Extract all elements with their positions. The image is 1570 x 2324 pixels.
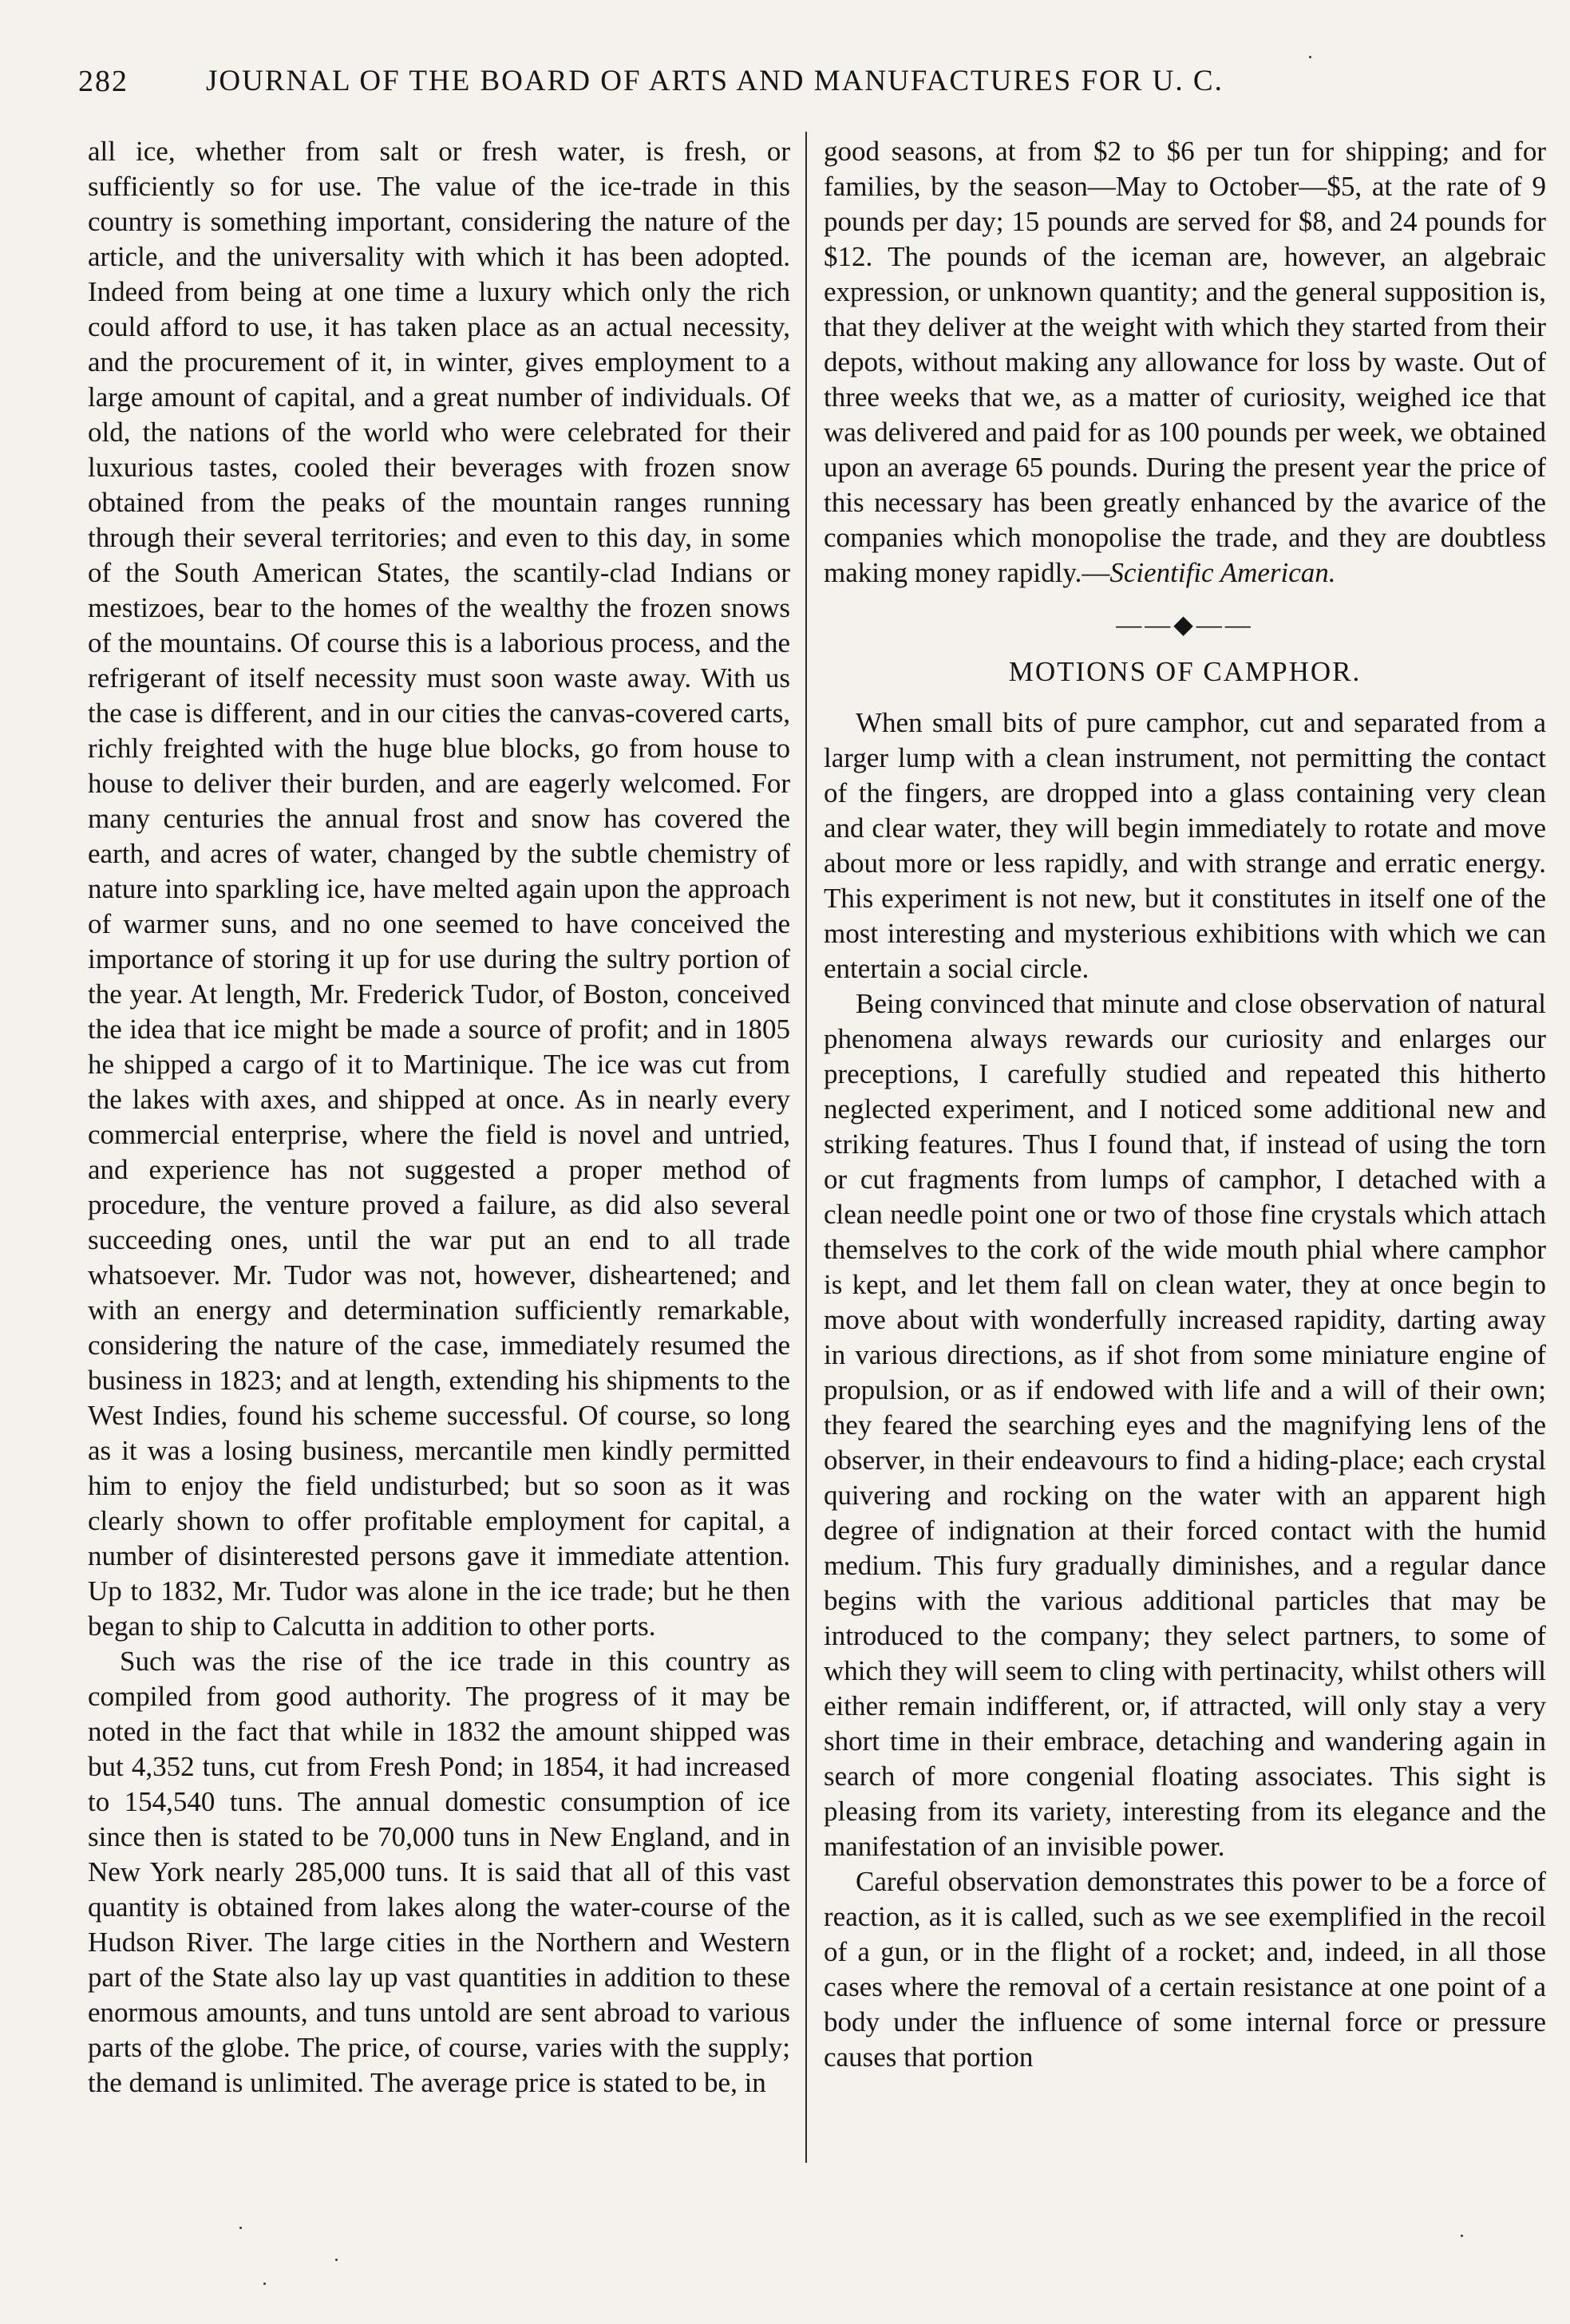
article-title: MOTIONS OF CAMPHOR.	[1008, 656, 1362, 687]
left-column	[88, 134, 790, 2161]
page-number: 282	[78, 65, 129, 98]
print-speck	[1461, 2235, 1463, 2237]
ice-price-text: good seasons, at from $2 to $6 per tun for shipping; and for families, by the season—May to October—$5, at the rate of 9 pounds per day; 15 pounds are served for $8, and 24 pounds for $12. The pounds of the iceman are, however, an algebraic expression, or unknown quantity; and the general supposition is, that they deliver at the weight with which they started from their depots, without making any allowance for loss by waste. Out of three weeks that we, as a matter of curiosity, weighed ice that was delivered and paid for as 100 pounds per week, we obtained upon an average 65 pounds. During the present year the price of this necessary has been greatly enhanced by the avarice of the companies which monopolise the trade, and they are doubtless making money rapidly.—	[824, 136, 1546, 588]
ice-trade-paragraph-progress: Such was the rise of the ice trade in this country as compiled from good authority. The progress of it may be noted in the fact that while in 1832 the amount shipped was but 4,352 tuns, cut from Fresh Pond; in 1854, it had increased to 154,540 tuns. The annual domestic consumption of ice since then is stated to be 70,000 tuns in New England, and in New York nearly 285,000 tuns. It is said that all of this vast quantity is obtained from lakes along the water-course of the Hudson River. The large cities in the Northern and Western part of the State also lay up vast quantities in addition to these enormous amounts, and tuns untold are sent abroad to various parts of the globe. The price, of course, varies with the supply; the demand is unlimited. The average price is stated to be, in	[88, 1646, 790, 2098]
ice-price-paragraph	[824, 134, 1546, 591]
source-citation: Scientific American.	[1109, 557, 1336, 588]
print-speck	[263, 2282, 266, 2285]
column-divider	[805, 132, 807, 2163]
camphor-paragraph-intro: When small bits of pure camphor, cut and separated from a larger lump with a clean instrument, not permitting the contact of the fingers, are dropped into a glass containing very clean and clear water, they will begin immediately to rotate and move about more or less rapidly, and with strange and erratic energy. This experiment is not new, but it constitutes in itself one of the most interesting and mysterious exhibitions with which we can entertain a social circle.	[824, 707, 1546, 984]
ice-trade-paragraph-continued: all ice, whether from salt or fresh water, is fresh, or sufficiently so for use. The value of the ice-trade in this country is something important, considering the nature of the article, and the universality with which it has been adopted. Indeed from being at one time a luxury which only the rich could afford to use, it has taken place as an actual necessity, and the procurement of it, in winter, gives employment to a large amount of capital, and a great number of individuals. Of old, the nations of the world who were celebrated for their luxurious tastes, cooled their beverages with frozen snow obtained from the peaks of the mountain ranges running through their several territories; and even to this day, in some of the South American States, the scantily-clad Indians or mestizoes, bear to the homes of the wealthy the frozen snows of the mountains. Of course this is a laborious process, and the refrigerant of itself necessity must soon waste away. With us the case is different, and in our cities the canvas-covered carts, richly freighted with the huge blue blocks, go from house to house to deliver their burden, and are eagerly welcomed. For many centuries the annual frost and snow has covered the earth, and acres of water, changed by the subtle chemistry of nature into sparkling ice, have melted again upon the approach of warmer suns, and no one seemed to have conceived the importance of storing it up for use during the sultry portion of the year. At length, Mr. Frederick Tudor, of Boston, conceived the idea that ice might be made a source of profit; and in 1805 he shipped a cargo of it to Martinique. The ice was cut from the lakes with axes, and shipped at once. As in nearly every commercial enterprise, where the field is novel and untried, and experience has not suggested a proper method of procedure, the venture proved a failure, as did also several succeeding ones, until the war put an end to all trade whatsoever. Mr. Tudor was not, however, disheartened; and with an energy and determination sufficiently remarkable, considering the nature of the case, immediately resumed the business in 1823; and at length, extending his shipments to the West Indies, found his scheme successful. Of course, so long as it was a losing business, mercantile men kindly permitted him to enjoy the field undisturbed; but so soon as it was clearly shown to offer profitable employment for capital, a number of disinterested persons gave it immediate attention. Up to 1832, Mr. Tudor was alone in the ice trade; but he then began to ship to Calcutta in addition to other ports.	[88, 136, 790, 1642]
running-head: JOURNAL OF THE BOARD OF ARTS AND MANUFACTURES FOR U. C.	[206, 65, 1224, 97]
camphor-paragraph-reaction: Careful observation demonstrates this power to be a force of reaction, as it is called, such as we see exemplified in the recoil of a gun, or in the flight of a rocket; and, indeed, in all those cases where the removal of a certain resistance at one point of a body under the influence of some internal force or pressure causes that portion	[824, 1866, 1546, 2073]
right-column	[824, 134, 1546, 2161]
print-speck	[1309, 56, 1311, 58]
camphor-paragraph-observation: Being convinced that minute and close observation of natural phenomena always rewards our curiosity and enlarges our preceptions, I carefully studied and repeated this hitherto neglected experiment, and I noticed some additional new and striking features. Thus I found that, if instead of using the torn or cut fragments from lumps of camphor, I detached with a clean needle point one or two of those fine crystals which attach themselves to the cork of the wide mouth phial where camphor is kept, and let them fall on clean water, they at once begin to move about with wonderfully increased rapidity, darting away in various directions, as if shot from some miniature engine of propulsion, or as if endowed with life and a will of their own; they feared the searching eyes and the magnifying lens of the observer, in their endeavours to find a hiding-place; each crystal quivering and rocking on the water with an apparent high degree of indignation at their forced contact with the humid medium. This fury gradually diminishes, and a regular dance begins with the various additional particles that may be introduced to the company; they select partners, to some of which they will seem to cling with pertinacity, whilst others will either remain indifferent, or, if attracted, will only stay a very short time in their embrace, detaching and wandering again in search of more congenial floating associates. This sight is pleasing from its variety, interesting from its elegance and the manifestation of an invisible power.	[824, 988, 1546, 1862]
page-header	[78, 56, 1355, 112]
section-ornament: ——◆——	[1116, 610, 1254, 638]
print-speck	[335, 2259, 338, 2261]
print-speck	[239, 2227, 242, 2229]
